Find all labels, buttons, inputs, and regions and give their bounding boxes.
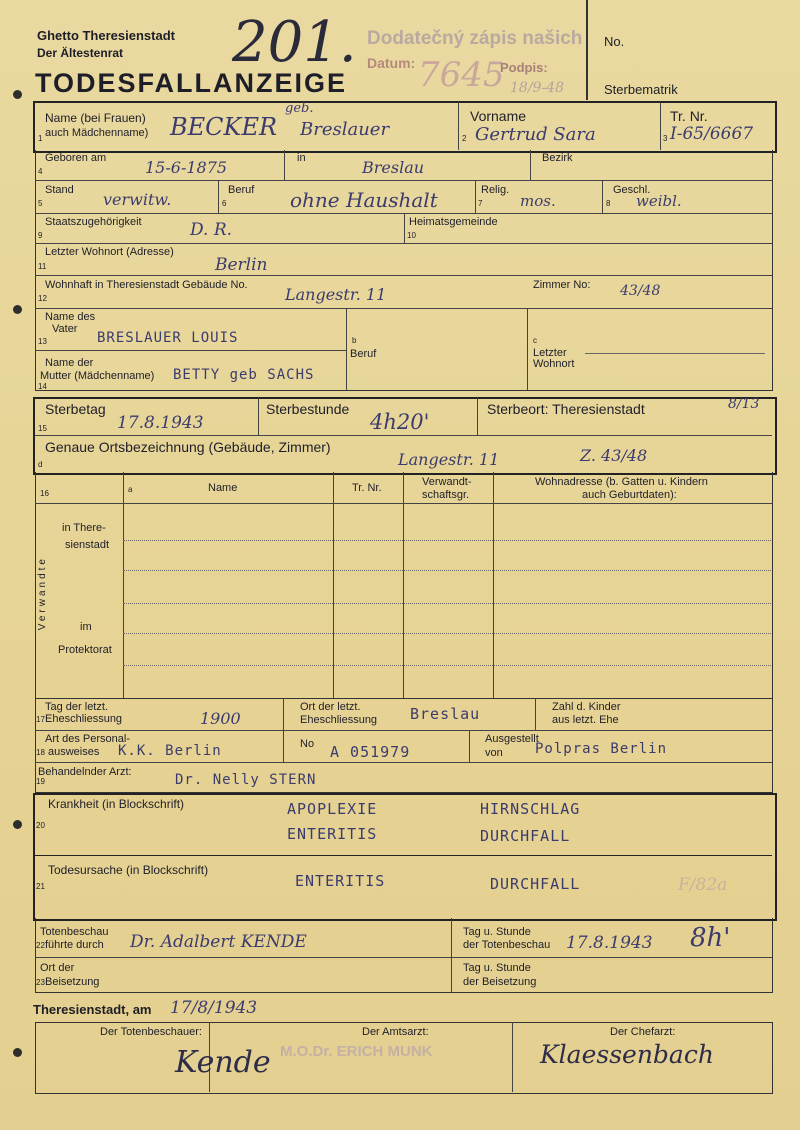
sterbeort-mark: 8/13 (728, 396, 760, 412)
staat-label: Staatszugehörigkeit (45, 216, 142, 228)
field-number: 2 (462, 134, 467, 143)
wohnhaft-label: Wohnhaft in Theresienstadt Gebäude No. (45, 279, 248, 291)
mutter-value: BETTY geb SACHS (173, 367, 315, 383)
trnr-label: Tr. Nr. (670, 108, 708, 124)
relatives-verw-header-2: schaftsgr. (422, 489, 470, 501)
field-number: 20 (36, 821, 45, 830)
totenbeschau-tag-label: Tag u. Stunde (463, 926, 531, 938)
in-there-label: in There- (62, 522, 106, 534)
krankheit-value-4: DURCHFALL (480, 827, 571, 845)
ursache-mark: F/82a (678, 875, 728, 895)
staat-value: D. R. (190, 220, 233, 240)
maiden-name-value: Breslauer (300, 119, 390, 140)
field-number: 5 (38, 199, 43, 208)
krankheit-value-2: HIRNSCHLAG (480, 800, 581, 818)
sterbeort-label: Sterbeort: Theresienstadt (487, 401, 645, 417)
punch-hole (13, 1048, 22, 1057)
sterbetag-value: 17.8.1943 (117, 413, 204, 433)
ausweis-label: Art des Personal- (45, 733, 130, 745)
geb-mark: geb. (285, 101, 314, 116)
field-letter: c (533, 336, 537, 345)
im-label: im (80, 621, 92, 633)
wohnort-label: Letzter Wohnort (Adresse) (45, 246, 174, 258)
wohnort-value: Berlin (215, 255, 268, 275)
relatives-trnr-header: Tr. Nr. (352, 482, 382, 494)
relig-label: Relig. (481, 184, 510, 196)
datum-value: 7645 (418, 55, 505, 95)
relatives-name-header: Name (208, 482, 238, 494)
field-number: 9 (38, 231, 43, 240)
field-number: 4 (38, 167, 43, 176)
place-date-label: Theresienstadt, am (33, 1002, 152, 1017)
relatives-verw-header: Verwandt- (422, 476, 472, 488)
ausweis-value: K.K. Berlin (118, 743, 222, 759)
sterbetag-label: Sterbetag (45, 401, 106, 417)
geboren-label: Geboren am (45, 152, 107, 164)
geschl-value: weibl. (636, 192, 682, 210)
sterbestunde-label: Sterbestunde (266, 401, 350, 417)
krankheit-label: Krankheit (in Blockschrift) (48, 797, 185, 811)
stand-label: Stand (45, 184, 74, 196)
punch-hole (13, 820, 22, 829)
ehe-ort-label: Ort der letzt. (300, 701, 361, 713)
vorname-label: Vorname (470, 108, 527, 124)
field-letter: a (128, 485, 133, 494)
punch-hole (13, 305, 22, 314)
beisetzung-ort-label-2: Beisetzung (45, 976, 100, 988)
relatives-wohn-header-2: auch Geburtdaten): (582, 489, 677, 501)
totenbeschau-label: Totenbeschau (40, 926, 109, 938)
heimat-label: Heimatsgemeinde (409, 216, 498, 228)
wohnhaft-value: Langestr. 11 (285, 285, 387, 304)
relig-value: mos. (520, 192, 556, 210)
ghetto-name: Ghetto Theresienstadt (37, 28, 175, 43)
field-number: 17 (36, 715, 45, 724)
field-letter: b (352, 336, 357, 345)
ehe-tag-value: 1900 (200, 709, 241, 728)
bezirk-label: Bezirk (542, 152, 573, 164)
ehe-tag-label: Tag der letzt. (45, 701, 108, 713)
geboren-value: 15-6-1875 (145, 158, 228, 177)
genau-value: Langestr. 11 (398, 450, 500, 469)
field-number: 12 (38, 294, 47, 303)
podpis-value: 18/9-48 (510, 80, 564, 96)
datum-label: Datum: (367, 55, 416, 71)
field-number: 8 (606, 199, 611, 208)
krankheit-value-3: ENTERITIS (287, 825, 378, 843)
vater-value: BRESLAUER LOUIS (97, 330, 239, 346)
beisetzung-tag-label: Tag u. Stunde (463, 962, 531, 974)
stand-value: verwitw. (103, 190, 172, 209)
geschl-label: Geschl. (613, 184, 651, 196)
ausgestellt-label: Ausgestellt (485, 733, 539, 745)
zimmer-label: Zimmer No: (533, 279, 591, 291)
ursache-value-1: ENTERITIS (295, 872, 386, 890)
mutter-label: Mutter (Mädchenname) (40, 370, 155, 382)
field-letter: d (38, 460, 43, 469)
genau-zimmer-value: Z. 43/48 (580, 446, 648, 465)
ausgestellt-value: Polpras Berlin (535, 741, 668, 757)
place-date-value: 17/8/1943 (170, 998, 258, 1018)
amtsarzt-label: Der Amtsarzt: (362, 1026, 429, 1038)
name-der-label: Name der (45, 357, 94, 369)
ausweis-no-value: A 051979 (330, 743, 411, 761)
field-number: 15 (38, 424, 47, 433)
field-number: 16 (40, 489, 49, 498)
name-label-2: auch Mädchenname) (45, 127, 149, 139)
amtsarzt-stamp: M.O.Dr. ERICH MUNK (280, 1043, 433, 1060)
chefarzt-signature: Klaessenbach (540, 1040, 714, 1069)
arzt-value: Dr. Nelly STERN (175, 772, 317, 788)
ausweis-label-2: ausweises (48, 746, 100, 758)
relatives-wohn-header: Wohnadresse (b. Gatten u. Kindern (535, 476, 708, 488)
totenbeschau-tag-label-2: der Totenbeschau (463, 939, 551, 951)
kinder-label-2: aus letzt. Ehe (552, 714, 619, 726)
field-number: 22 (36, 941, 45, 950)
document-number: 201. (232, 10, 357, 75)
totenbeschau-tag-value: 17.8.1943 (566, 933, 653, 953)
field-number: 7 (478, 199, 483, 208)
sterbematrik-label: Sterbematrik (604, 82, 678, 97)
beruf-label: Beruf (228, 184, 255, 196)
field-number: 11 (38, 262, 47, 271)
krankheit-value-1: APOPLEXIE (287, 800, 378, 818)
surname-value: BECKER (170, 113, 278, 141)
field-number: 6 (222, 199, 227, 208)
beisetzung-tag-label-2: der Beisetzung (463, 976, 537, 988)
beruf-value: ohne Haushalt (290, 188, 438, 212)
name-label: Name (bei Frauen) (45, 111, 146, 125)
totenbeschau-value: Dr. Adalbert KENDE (130, 932, 307, 952)
punch-hole (13, 90, 22, 99)
in-label: in (297, 152, 306, 164)
podpis-label: Podpis: (500, 60, 548, 75)
vater-label: Vater (52, 323, 78, 335)
ehe-ort-label-2: Eheschliessung (300, 714, 378, 726)
ursache-label: Todesursache (in Blockschrift) (48, 863, 209, 877)
field-number: 21 (36, 882, 45, 891)
field-number: 23 (36, 978, 45, 987)
totenbeschauer-label: Der Totenbeschauer: (100, 1026, 202, 1038)
field-number: 18 (36, 748, 45, 757)
field-number: 13 (38, 337, 47, 346)
no-label: No. (604, 34, 625, 49)
totenbeschau-label-2: führte durch (45, 939, 104, 951)
form-title: TODESFALLANZEIGE (35, 68, 348, 98)
protektorat-label: Protektorat (58, 644, 112, 656)
beisetzung-ort-label: Ort der (40, 962, 75, 974)
ehe-ort-value: Breslau (410, 705, 481, 723)
name-des-label: Name des (45, 311, 96, 323)
supplement-stamp: Dodatečný zápis našich (367, 28, 583, 49)
ehe-tag-label-2: Eheschliessung (45, 713, 123, 725)
arzt-label: Behandelnder Arzt: (38, 766, 132, 778)
in-there-label-2: sienstadt (65, 539, 110, 551)
birthplace-value: Breslau (362, 158, 425, 177)
field-number: 10 (407, 231, 416, 240)
zimmer-value: 43/48 (620, 283, 661, 299)
council-name: Der Ältestenrat (37, 46, 124, 60)
eltern-wohnort-label: Letzter Wohnort (533, 347, 575, 370)
eltern-beruf-label: Beruf (350, 348, 377, 360)
totenbeschauer-signature: Kende (175, 1045, 271, 1080)
field-number: 3 (663, 134, 668, 143)
totenbeschau-time-value: 8h' (690, 923, 731, 953)
chefarzt-label: Der Chefarzt: (610, 1026, 676, 1038)
ausweis-no-label: No (300, 738, 315, 750)
kinder-label: Zahl d. Kinder (552, 701, 621, 713)
field-number: 19 (36, 777, 45, 786)
vorname-value: Gertrud Sara (475, 124, 596, 145)
sterbestunde-value: 4h20' (370, 410, 430, 434)
trnr-value: I-65/6667 (670, 124, 754, 144)
genau-label: Genaue Ortsbezeichnung (Gebäude, Zimmer) (45, 439, 331, 455)
field-number: 1 (38, 134, 43, 143)
field-number: 14 (38, 382, 47, 391)
ausgestellt-label-2: von (485, 747, 503, 759)
ursache-value-2: DURCHFALL (490, 875, 581, 893)
verwandte-side-label: Verwandte (37, 556, 48, 631)
